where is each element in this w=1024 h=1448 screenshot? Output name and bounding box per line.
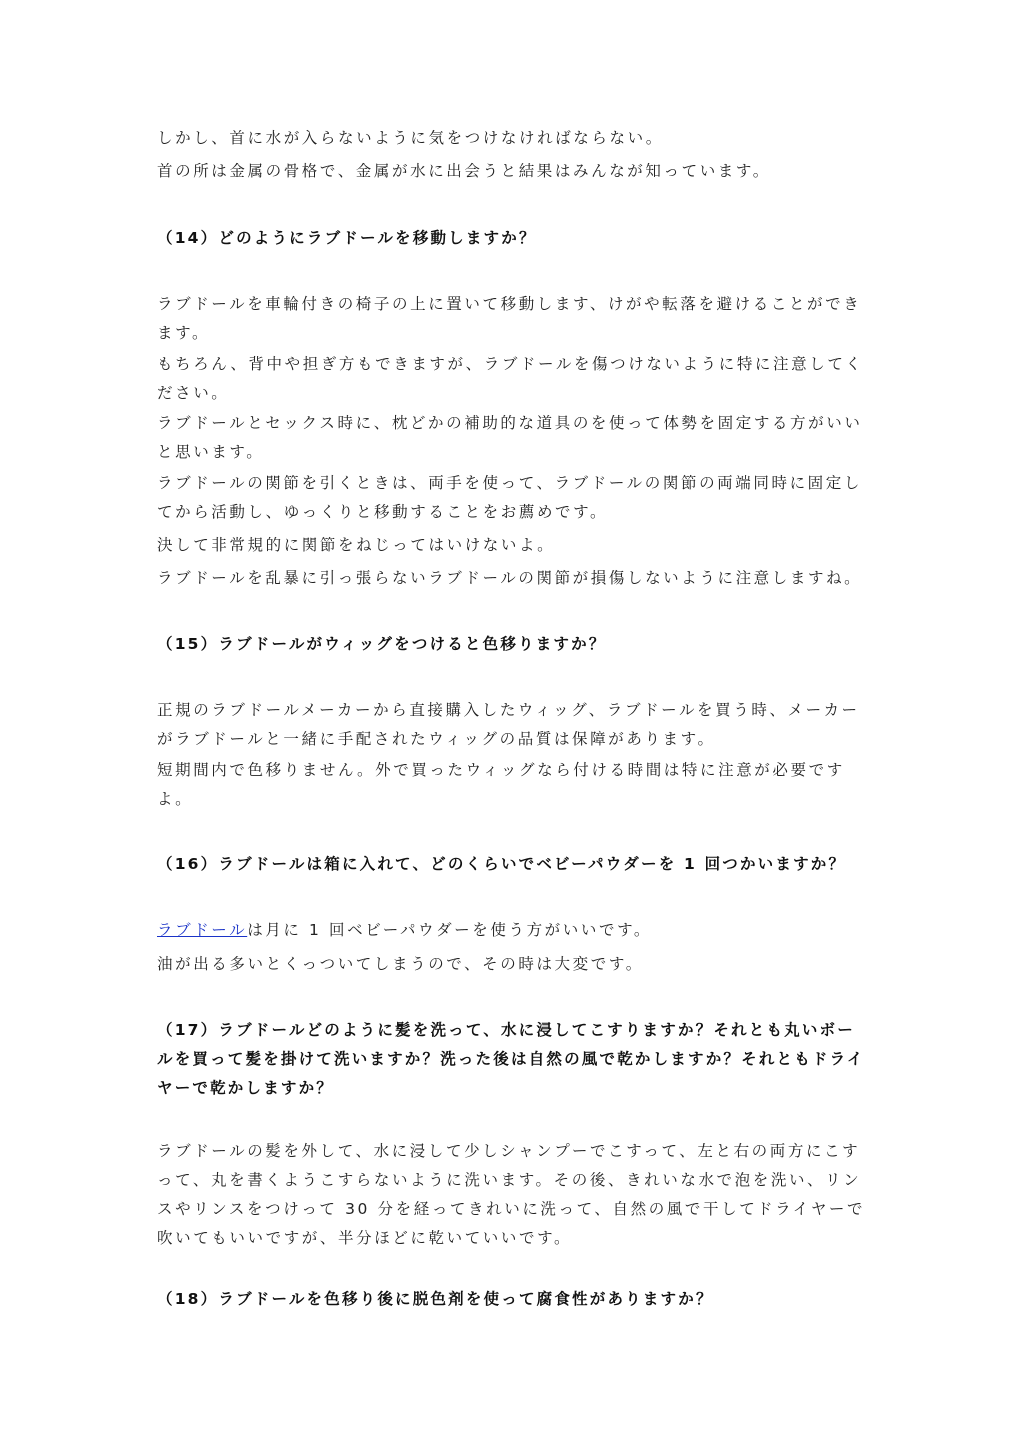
paragraph-pillow-support: ラブドールとセックス時に、枕どかの補助的な道具のを使って体勢を固定する方がいいと思います。 <box>157 414 863 461</box>
paragraph-hair-washing-method: ラブドールの髪を外して、水に浸して少しシャンプーでこすって、左と右の両方にこすって、丸を書くようこすらないように洗います。その後、きれいな水で泡を洗い、リンスやリンスをつけって 30 分を経ってきれいに洗って、自然の風で干してドライヤーで吹いてもいいですが、半分ほどに乾いていいです。 <box>157 1142 866 1247</box>
heading-18-bleach: （18）ラブドールを色移り後に脱色剤を使って腐食性がありますか？ <box>157 1290 714 1308</box>
paragraph-monthly-powder <box>157 916 867 945</box>
heading-17-hair-washing: （17）ラブドールどのように髪を洗って、水に浸してこすりますか？それとも丸いボールを買って髪を掛けて洗いますか？洗った後は自然の風で乾かしますか？それともドライヤーで乾かしますか？ <box>157 1021 865 1097</box>
heading-14-moving: （14）どのようにラブドールを移動しますか？ <box>157 229 537 247</box>
paragraph-joint-handling: ラブドールの関節を引くときは、両手を使って、ラブドールの関節の両端同時に固定してから活動し、ゆっくりと移動することをお薦めです。 <box>157 474 862 521</box>
paragraph-carry-care: もちろん、背中や担ぎ方もできますが、ラブドールを傷つけないように特に注意してください。 <box>157 355 864 402</box>
paragraph-neck-water-warning: しかし、首に水が入らないように気をつけなければならない。 <box>157 129 664 147</box>
paragraph-official-wig: 正規のラブドールメーカーから直接購入したウィッグ、ラブドールを買う時、メーカーがラブドールと一緒に手配されたウィッグの品質は保障があります。 <box>157 701 860 748</box>
heading-15-wig-color: （15）ラブドールがウィッグをつけると色移りますか？ <box>157 635 607 653</box>
paragraph-wheelchair: ラブドールを車輪付きの椅子の上に置いて移動します、けがや転落を避けることができます。 <box>157 295 862 342</box>
paragraph-no-twisting: 決して非常規的に関節をねじってはいけないよ。 <box>157 536 556 554</box>
paragraph-no-pulling: ラブドールを乱暴に引っ張らないラブドールの関節が損傷しないように注意しますね。 <box>157 569 863 587</box>
paragraph-short-term: 短期間内で色移りません。外で買ったウィッグなら付ける時間は特に注意が必要ですよ。 <box>157 761 845 808</box>
heading-16-baby-powder: （16）ラブドールは箱に入れて、どのくらいでベビーパウダーを 1 回つかいますか？ <box>157 855 847 873</box>
paragraph-oil-sticky: 油が出る多いとくっついてしまうので、その時は大変です。 <box>157 955 644 973</box>
paragraph-neck-metal: 首の所は金属の骨格で、金属が水に出会うと結果はみんなが知っています。 <box>157 162 771 180</box>
paragraph-monthly-powder-text: は月に 1 回ベビーパウダーを使う方がいいです。 <box>247 921 653 939</box>
lovedoll-link[interactable]: ラブドール <box>157 921 248 939</box>
